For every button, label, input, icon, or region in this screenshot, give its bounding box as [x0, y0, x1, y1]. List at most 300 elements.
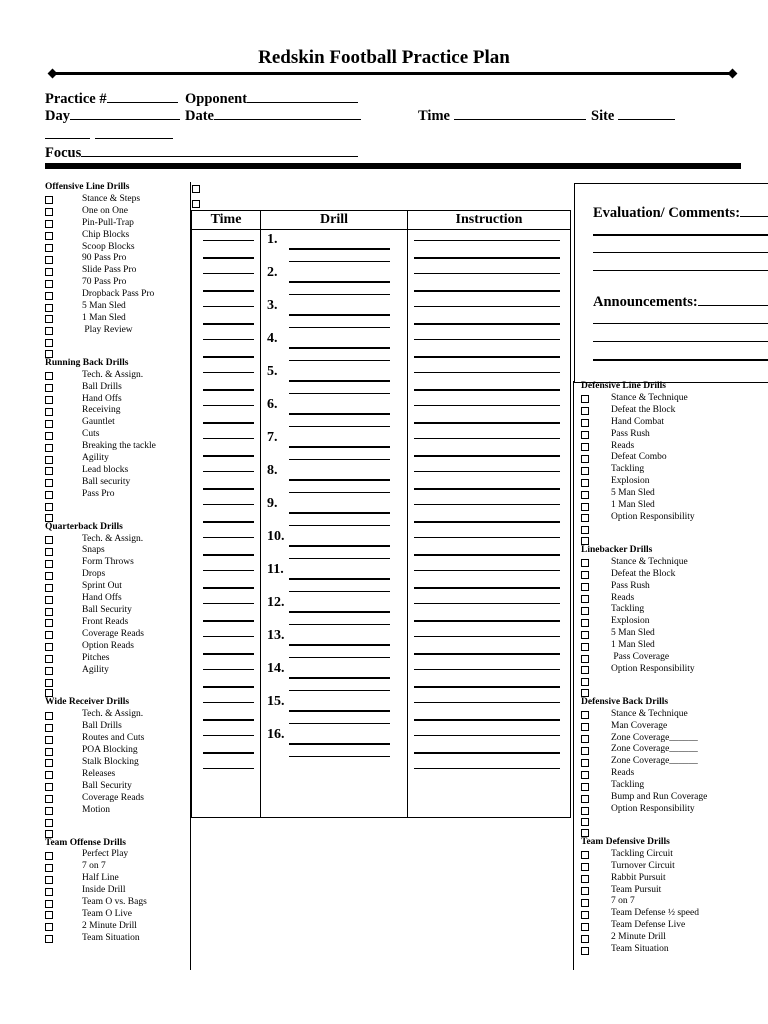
checkbox[interactable]: [581, 899, 589, 907]
drill-entry-line[interactable]: [289, 380, 390, 382]
instruction-entry-line[interactable]: [414, 339, 560, 340]
drill-entry-line[interactable]: [289, 479, 390, 481]
checklist-item[interactable]: [45, 605, 187, 617]
checklist-item[interactable]: [45, 817, 187, 828]
checklist-item[interactable]: [45, 665, 187, 677]
instruction-entry-line[interactable]: [414, 438, 560, 439]
checkbox[interactable]: [45, 514, 53, 522]
time-entry-line[interactable]: [203, 735, 254, 736]
checklist-item[interactable]: [581, 932, 766, 944]
announcements-blank[interactable]: [698, 292, 768, 306]
checklist-item[interactable]: [581, 476, 766, 488]
time-blank[interactable]: [454, 106, 586, 120]
time-entry-line[interactable]: [203, 257, 254, 259]
drill-entry-line[interactable]: [289, 413, 390, 415]
checkbox[interactable]: [45, 807, 53, 815]
drill-entry-line[interactable]: [289, 327, 390, 328]
checkbox[interactable]: [45, 536, 53, 544]
checklist-item[interactable]: [45, 230, 187, 242]
checkbox[interactable]: [581, 887, 589, 895]
evaluation-line[interactable]: [593, 252, 768, 253]
checkbox[interactable]: [45, 655, 53, 663]
drill-entry-line[interactable]: [289, 248, 390, 250]
time-entry-line[interactable]: [203, 587, 254, 589]
checkbox[interactable]: [45, 911, 53, 919]
drill-entry-line[interactable]: [289, 644, 390, 646]
drill-entry-line[interactable]: [289, 393, 390, 394]
drill-entry-line[interactable]: [289, 690, 390, 691]
checkbox[interactable]: [45, 315, 53, 323]
checkbox[interactable]: [581, 723, 589, 731]
announcement-line[interactable]: [593, 341, 768, 342]
announcements-field[interactable]: [593, 292, 768, 311]
checklist-item[interactable]: [581, 885, 766, 897]
checklist-item[interactable]: [45, 265, 187, 277]
drill-entry-line[interactable]: [289, 545, 390, 547]
checkbox[interactable]: [581, 479, 589, 487]
time-entry-line[interactable]: [203, 323, 254, 325]
checklist-item[interactable]: [45, 569, 187, 581]
instruction-entry-line[interactable]: [414, 306, 560, 307]
checkbox[interactable]: [45, 372, 53, 380]
checklist-item[interactable]: [45, 781, 187, 793]
instruction-entry-line[interactable]: [414, 422, 560, 424]
drill-entry-line[interactable]: [289, 360, 390, 361]
drill-entry-line[interactable]: [289, 294, 390, 295]
checklist-item[interactable]: [45, 545, 187, 557]
checklist-item[interactable]: [45, 909, 187, 921]
checklist-item[interactable]: [581, 804, 766, 816]
checklist-item[interactable]: [45, 206, 187, 218]
time-field[interactable]: [418, 106, 586, 125]
checklist-item[interactable]: [581, 393, 766, 405]
checklist-item[interactable]: [581, 849, 766, 861]
checklist-item[interactable]: [581, 534, 766, 545]
date-blank[interactable]: [214, 106, 361, 120]
instruction-entry-line[interactable]: [414, 405, 560, 406]
checklist-item[interactable]: [45, 325, 187, 337]
evaluation-line[interactable]: [593, 234, 768, 236]
checklist-item[interactable]: [581, 826, 766, 837]
checkbox[interactable]: [581, 455, 589, 463]
checkbox[interactable]: [45, 244, 53, 252]
checklist-item[interactable]: [581, 721, 766, 733]
drill-entry-line[interactable]: [289, 677, 390, 679]
time-entry-line[interactable]: [203, 471, 254, 472]
checklist-item[interactable]: [45, 417, 187, 429]
checklist-item[interactable]: [45, 405, 187, 417]
checklist-item[interactable]: [45, 194, 187, 206]
checklist-item[interactable]: [581, 524, 766, 535]
checkbox[interactable]: [581, 467, 589, 475]
opponent-blank[interactable]: [247, 89, 358, 103]
instruction-entry-line[interactable]: [414, 554, 560, 556]
extra-blank-1[interactable]: [45, 138, 90, 139]
checkbox[interactable]: [45, 408, 53, 416]
checklist-item[interactable]: [45, 511, 187, 522]
drill-entry-line[interactable]: [289, 314, 390, 316]
checklist-item[interactable]: [45, 653, 187, 665]
checkbox[interactable]: [45, 444, 53, 452]
checkbox[interactable]: [45, 232, 53, 240]
checkbox[interactable]: [45, 689, 53, 697]
time-entry-line[interactable]: [203, 521, 254, 523]
checklist-item[interactable]: [581, 417, 766, 429]
drill-entry-line[interactable]: [289, 525, 390, 526]
checkbox[interactable]: [45, 304, 53, 312]
checkbox[interactable]: [45, 736, 53, 744]
checklist-item[interactable]: [45, 429, 187, 441]
checklist-item[interactable]: [45, 382, 187, 394]
drill-entry-line[interactable]: [289, 281, 390, 283]
checkbox[interactable]: [581, 678, 589, 686]
checkbox[interactable]: [45, 560, 53, 568]
checkbox[interactable]: [581, 395, 589, 403]
instruction-entry-line[interactable]: [414, 455, 560, 457]
checkbox[interactable]: [45, 819, 53, 827]
checkbox[interactable]: [581, 863, 589, 871]
checkbox[interactable]: [581, 607, 589, 615]
instruction-entry-line[interactable]: [414, 537, 560, 538]
checklist-item[interactable]: [45, 301, 187, 313]
site-field[interactable]: [591, 106, 675, 125]
checkbox[interactable]: [581, 537, 589, 545]
checkbox[interactable]: [45, 712, 53, 720]
checkbox[interactable]: [45, 491, 53, 499]
evaluation-field[interactable]: [593, 203, 768, 222]
checkbox[interactable]: [45, 396, 53, 404]
checklist-item[interactable]: [45, 921, 187, 933]
instruction-entry-line[interactable]: [414, 620, 560, 622]
checklist-item[interactable]: [581, 604, 766, 616]
time-entry-line[interactable]: [203, 653, 254, 655]
checklist-item[interactable]: [581, 780, 766, 792]
checkbox[interactable]: [581, 689, 589, 697]
checklist-item[interactable]: [581, 557, 766, 569]
drill-entry-line[interactable]: [289, 492, 390, 493]
checklist-item[interactable]: [45, 769, 187, 781]
checklist-item[interactable]: [45, 477, 187, 489]
checkbox[interactable]: [45, 783, 53, 791]
checkbox[interactable]: [581, 491, 589, 499]
checkbox[interactable]: [45, 503, 53, 511]
time-entry-line[interactable]: [203, 702, 254, 703]
checklist-item[interactable]: [581, 429, 766, 441]
checklist-item[interactable]: [581, 792, 766, 804]
checklist-item[interactable]: [45, 733, 187, 745]
checklist-item[interactable]: [45, 721, 187, 733]
checklist-item[interactable]: [45, 242, 187, 254]
checklist-item[interactable]: [45, 394, 187, 406]
checklist-item[interactable]: [581, 488, 766, 500]
time-entry-line[interactable]: [203, 603, 254, 604]
checkbox[interactable]: [581, 583, 589, 591]
time-entry-line[interactable]: [203, 554, 254, 556]
checkbox[interactable]: [581, 666, 589, 674]
drill-entry-line[interactable]: [289, 512, 390, 514]
checklist-item[interactable]: [581, 593, 766, 605]
checklist-item[interactable]: [581, 686, 766, 697]
checklist-item[interactable]: [581, 500, 766, 512]
checklist-item[interactable]: [581, 569, 766, 581]
checkbox[interactable]: [45, 852, 53, 860]
checkbox[interactable]: [45, 830, 53, 838]
time-entry-line[interactable]: [203, 273, 254, 274]
checkbox[interactable]: [45, 771, 53, 779]
time-entry-line[interactable]: [203, 669, 254, 670]
checkbox[interactable]: [581, 711, 589, 719]
checklist-item[interactable]: [581, 452, 766, 464]
time-entry-line[interactable]: [203, 768, 254, 769]
time-entry-line[interactable]: [203, 488, 254, 490]
checklist-item[interactable]: [581, 920, 766, 932]
day-field[interactable]: [45, 106, 180, 125]
checkbox[interactable]: [581, 643, 589, 651]
instruction-entry-line[interactable]: [414, 570, 560, 571]
drill-entry-line[interactable]: [289, 591, 390, 592]
time-entry-line[interactable]: [203, 405, 254, 406]
checklist-item[interactable]: [581, 405, 766, 417]
drill-entry-line[interactable]: [289, 446, 390, 448]
instruction-entry-line[interactable]: [414, 653, 560, 655]
checklist-item[interactable]: [45, 793, 187, 805]
checkbox[interactable]: [45, 923, 53, 931]
drill-entry-line[interactable]: [289, 657, 390, 658]
checkbox[interactable]: [45, 608, 53, 616]
instruction-entry-line[interactable]: [414, 669, 560, 670]
checkbox[interactable]: [581, 571, 589, 579]
checklist-item[interactable]: [45, 885, 187, 897]
checklist-item[interactable]: [45, 253, 187, 265]
time-entry-line[interactable]: [203, 504, 254, 505]
checkbox[interactable]: [581, 419, 589, 427]
instruction-entry-line[interactable]: [414, 323, 560, 325]
checkbox[interactable]: [581, 655, 589, 663]
instruction-entry-line[interactable]: [414, 686, 560, 688]
checklist-item[interactable]: [45, 861, 187, 873]
checkbox[interactable]: [581, 829, 589, 837]
checklist-item[interactable]: [581, 581, 766, 593]
evaluation-line[interactable]: [593, 270, 768, 271]
instruction-entry-line[interactable]: [414, 273, 560, 274]
checkbox[interactable]: [45, 432, 53, 440]
checkbox[interactable]: [45, 667, 53, 675]
instruction-entry-line[interactable]: [414, 752, 560, 754]
checkbox[interactable]: [45, 876, 53, 884]
checkbox[interactable]: [192, 185, 200, 193]
instruction-entry-line[interactable]: [414, 240, 560, 241]
checkbox[interactable]: [45, 935, 53, 943]
drill-entry-line[interactable]: [289, 558, 390, 559]
checklist-item[interactable]: [581, 512, 766, 524]
checklist-item[interactable]: [45, 489, 187, 501]
instruction-entry-line[interactable]: [414, 636, 560, 637]
time-entry-line[interactable]: [203, 438, 254, 439]
checklist-item[interactable]: [45, 453, 187, 465]
checkbox[interactable]: [45, 679, 53, 687]
checkbox[interactable]: [581, 911, 589, 919]
checkbox[interactable]: [45, 643, 53, 651]
time-entry-line[interactable]: [203, 686, 254, 688]
time-entry-line[interactable]: [203, 306, 254, 307]
checklist-item[interactable]: [45, 805, 187, 817]
drill-entry-line[interactable]: [289, 756, 390, 757]
checkbox[interactable]: [45, 196, 53, 204]
extra-blank-2[interactable]: [95, 138, 173, 139]
checkbox[interactable]: [45, 748, 53, 756]
day-blank[interactable]: [70, 106, 180, 120]
checklist-item[interactable]: [45, 849, 187, 861]
checklist-item[interactable]: [45, 757, 187, 769]
instruction-entry-line[interactable]: [414, 603, 560, 604]
checklist-item[interactable]: [45, 557, 187, 569]
drill-entry-line[interactable]: [289, 611, 390, 613]
checkbox[interactable]: [581, 783, 589, 791]
time-entry-line[interactable]: [203, 422, 254, 424]
time-entry-line[interactable]: [203, 636, 254, 637]
checkbox[interactable]: [192, 200, 200, 208]
checklist-item[interactable]: [45, 347, 187, 358]
checkbox[interactable]: [581, 619, 589, 627]
checkbox[interactable]: [581, 818, 589, 826]
checklist-item[interactable]: [45, 370, 187, 382]
checkbox[interactable]: [581, 526, 589, 534]
checklist-item[interactable]: [581, 709, 766, 721]
checkbox[interactable]: [581, 631, 589, 639]
checkbox[interactable]: [45, 479, 53, 487]
instruction-entry-line[interactable]: [414, 356, 560, 358]
time-entry-line[interactable]: [203, 240, 254, 241]
checkbox[interactable]: [581, 771, 589, 779]
drill-entry-line[interactable]: [289, 261, 390, 262]
checkbox[interactable]: [581, 559, 589, 567]
checkbox[interactable]: [45, 795, 53, 803]
checklist-item[interactable]: [45, 581, 187, 593]
checklist-item[interactable]: [45, 873, 187, 885]
drill-entry-line[interactable]: [289, 624, 390, 625]
instruction-entry-line[interactable]: [414, 471, 560, 472]
drill-entry-line[interactable]: [289, 578, 390, 580]
checkbox[interactable]: [45, 268, 53, 276]
checkbox[interactable]: [581, 923, 589, 931]
checklist-item[interactable]: [45, 709, 187, 721]
time-entry-line[interactable]: [203, 752, 254, 754]
checkbox[interactable]: [45, 420, 53, 428]
checklist-item[interactable]: [581, 896, 766, 908]
drill-entry-line[interactable]: [289, 743, 390, 745]
checkbox[interactable]: [45, 467, 53, 475]
checklist-item[interactable]: [45, 218, 187, 230]
checklist-item[interactable]: [45, 897, 187, 909]
checkbox[interactable]: [581, 595, 589, 603]
checkbox[interactable]: [581, 759, 589, 767]
focus-field[interactable]: [45, 143, 358, 162]
focus-blank[interactable]: [81, 143, 358, 157]
checkbox[interactable]: [581, 851, 589, 859]
checklist-item[interactable]: [581, 441, 766, 453]
checkbox[interactable]: [581, 514, 589, 522]
instruction-entry-line[interactable]: [414, 735, 560, 736]
date-field[interactable]: [185, 106, 361, 125]
time-entry-line[interactable]: [203, 455, 254, 457]
checkbox[interactable]: [45, 339, 53, 347]
checkbox[interactable]: [45, 759, 53, 767]
checklist-item[interactable]: [581, 652, 766, 664]
checkbox[interactable]: [581, 735, 589, 743]
time-entry-line[interactable]: [203, 372, 254, 373]
time-entry-line[interactable]: [203, 620, 254, 622]
checkbox[interactable]: [45, 256, 53, 264]
checklist-item[interactable]: [45, 687, 187, 698]
checkbox[interactable]: [581, 407, 589, 415]
checklist-item[interactable]: [581, 816, 766, 827]
checklist-item[interactable]: [581, 464, 766, 476]
checklist-item[interactable]: [581, 861, 766, 873]
checklist-item[interactable]: [45, 465, 187, 477]
instruction-entry-line[interactable]: [414, 587, 560, 589]
checklist-item[interactable]: [581, 640, 766, 652]
announcement-line[interactable]: [593, 323, 768, 324]
instruction-entry-line[interactable]: [414, 488, 560, 490]
checkbox[interactable]: [45, 864, 53, 872]
checkbox[interactable]: [45, 292, 53, 300]
checklist-item[interactable]: [45, 676, 187, 687]
checklist-item[interactable]: [581, 873, 766, 885]
drill-entry-line[interactable]: [289, 723, 390, 724]
time-entry-line[interactable]: [203, 356, 254, 358]
checklist-item[interactable]: [581, 616, 766, 628]
checklist-item[interactable]: [581, 744, 766, 756]
checklist-item[interactable]: [45, 441, 187, 453]
checklist-item[interactable]: [45, 629, 187, 641]
checkbox[interactable]: [581, 947, 589, 955]
checklist-item[interactable]: [45, 745, 187, 757]
drill-entry-line[interactable]: [289, 426, 390, 427]
checkbox[interactable]: [45, 456, 53, 464]
checklist-item[interactable]: [45, 534, 187, 546]
checkbox[interactable]: [45, 724, 53, 732]
checkbox[interactable]: [581, 747, 589, 755]
checkbox[interactable]: [45, 208, 53, 216]
checkbox[interactable]: [45, 888, 53, 896]
checkbox[interactable]: [45, 619, 53, 627]
checklist-item[interactable]: [581, 908, 766, 920]
time-entry-line[interactable]: [203, 339, 254, 340]
checklist-item[interactable]: [581, 756, 766, 768]
time-entry-line[interactable]: [203, 570, 254, 571]
checkbox[interactable]: [581, 795, 589, 803]
checklist-item[interactable]: [45, 277, 187, 289]
drill-entry-line[interactable]: [289, 710, 390, 712]
time-entry-line[interactable]: [203, 719, 254, 721]
instruction-entry-line[interactable]: [414, 372, 560, 373]
checklist-item[interactable]: [45, 593, 187, 605]
time-entry-line[interactable]: [203, 290, 254, 292]
practice-blank[interactable]: [107, 89, 178, 103]
instruction-entry-line[interactable]: [414, 768, 560, 769]
instruction-entry-line[interactable]: [414, 702, 560, 703]
site-blank[interactable]: [618, 106, 675, 120]
checklist-item[interactable]: [45, 933, 187, 945]
checklist-item[interactable]: [45, 313, 187, 325]
checkbox[interactable]: [581, 431, 589, 439]
checkbox[interactable]: [45, 900, 53, 908]
checklist-item[interactable]: [581, 676, 766, 687]
checkbox[interactable]: [45, 572, 53, 580]
instruction-entry-line[interactable]: [414, 290, 560, 292]
checklist-item[interactable]: [45, 641, 187, 653]
drill-entry-line[interactable]: [289, 347, 390, 349]
